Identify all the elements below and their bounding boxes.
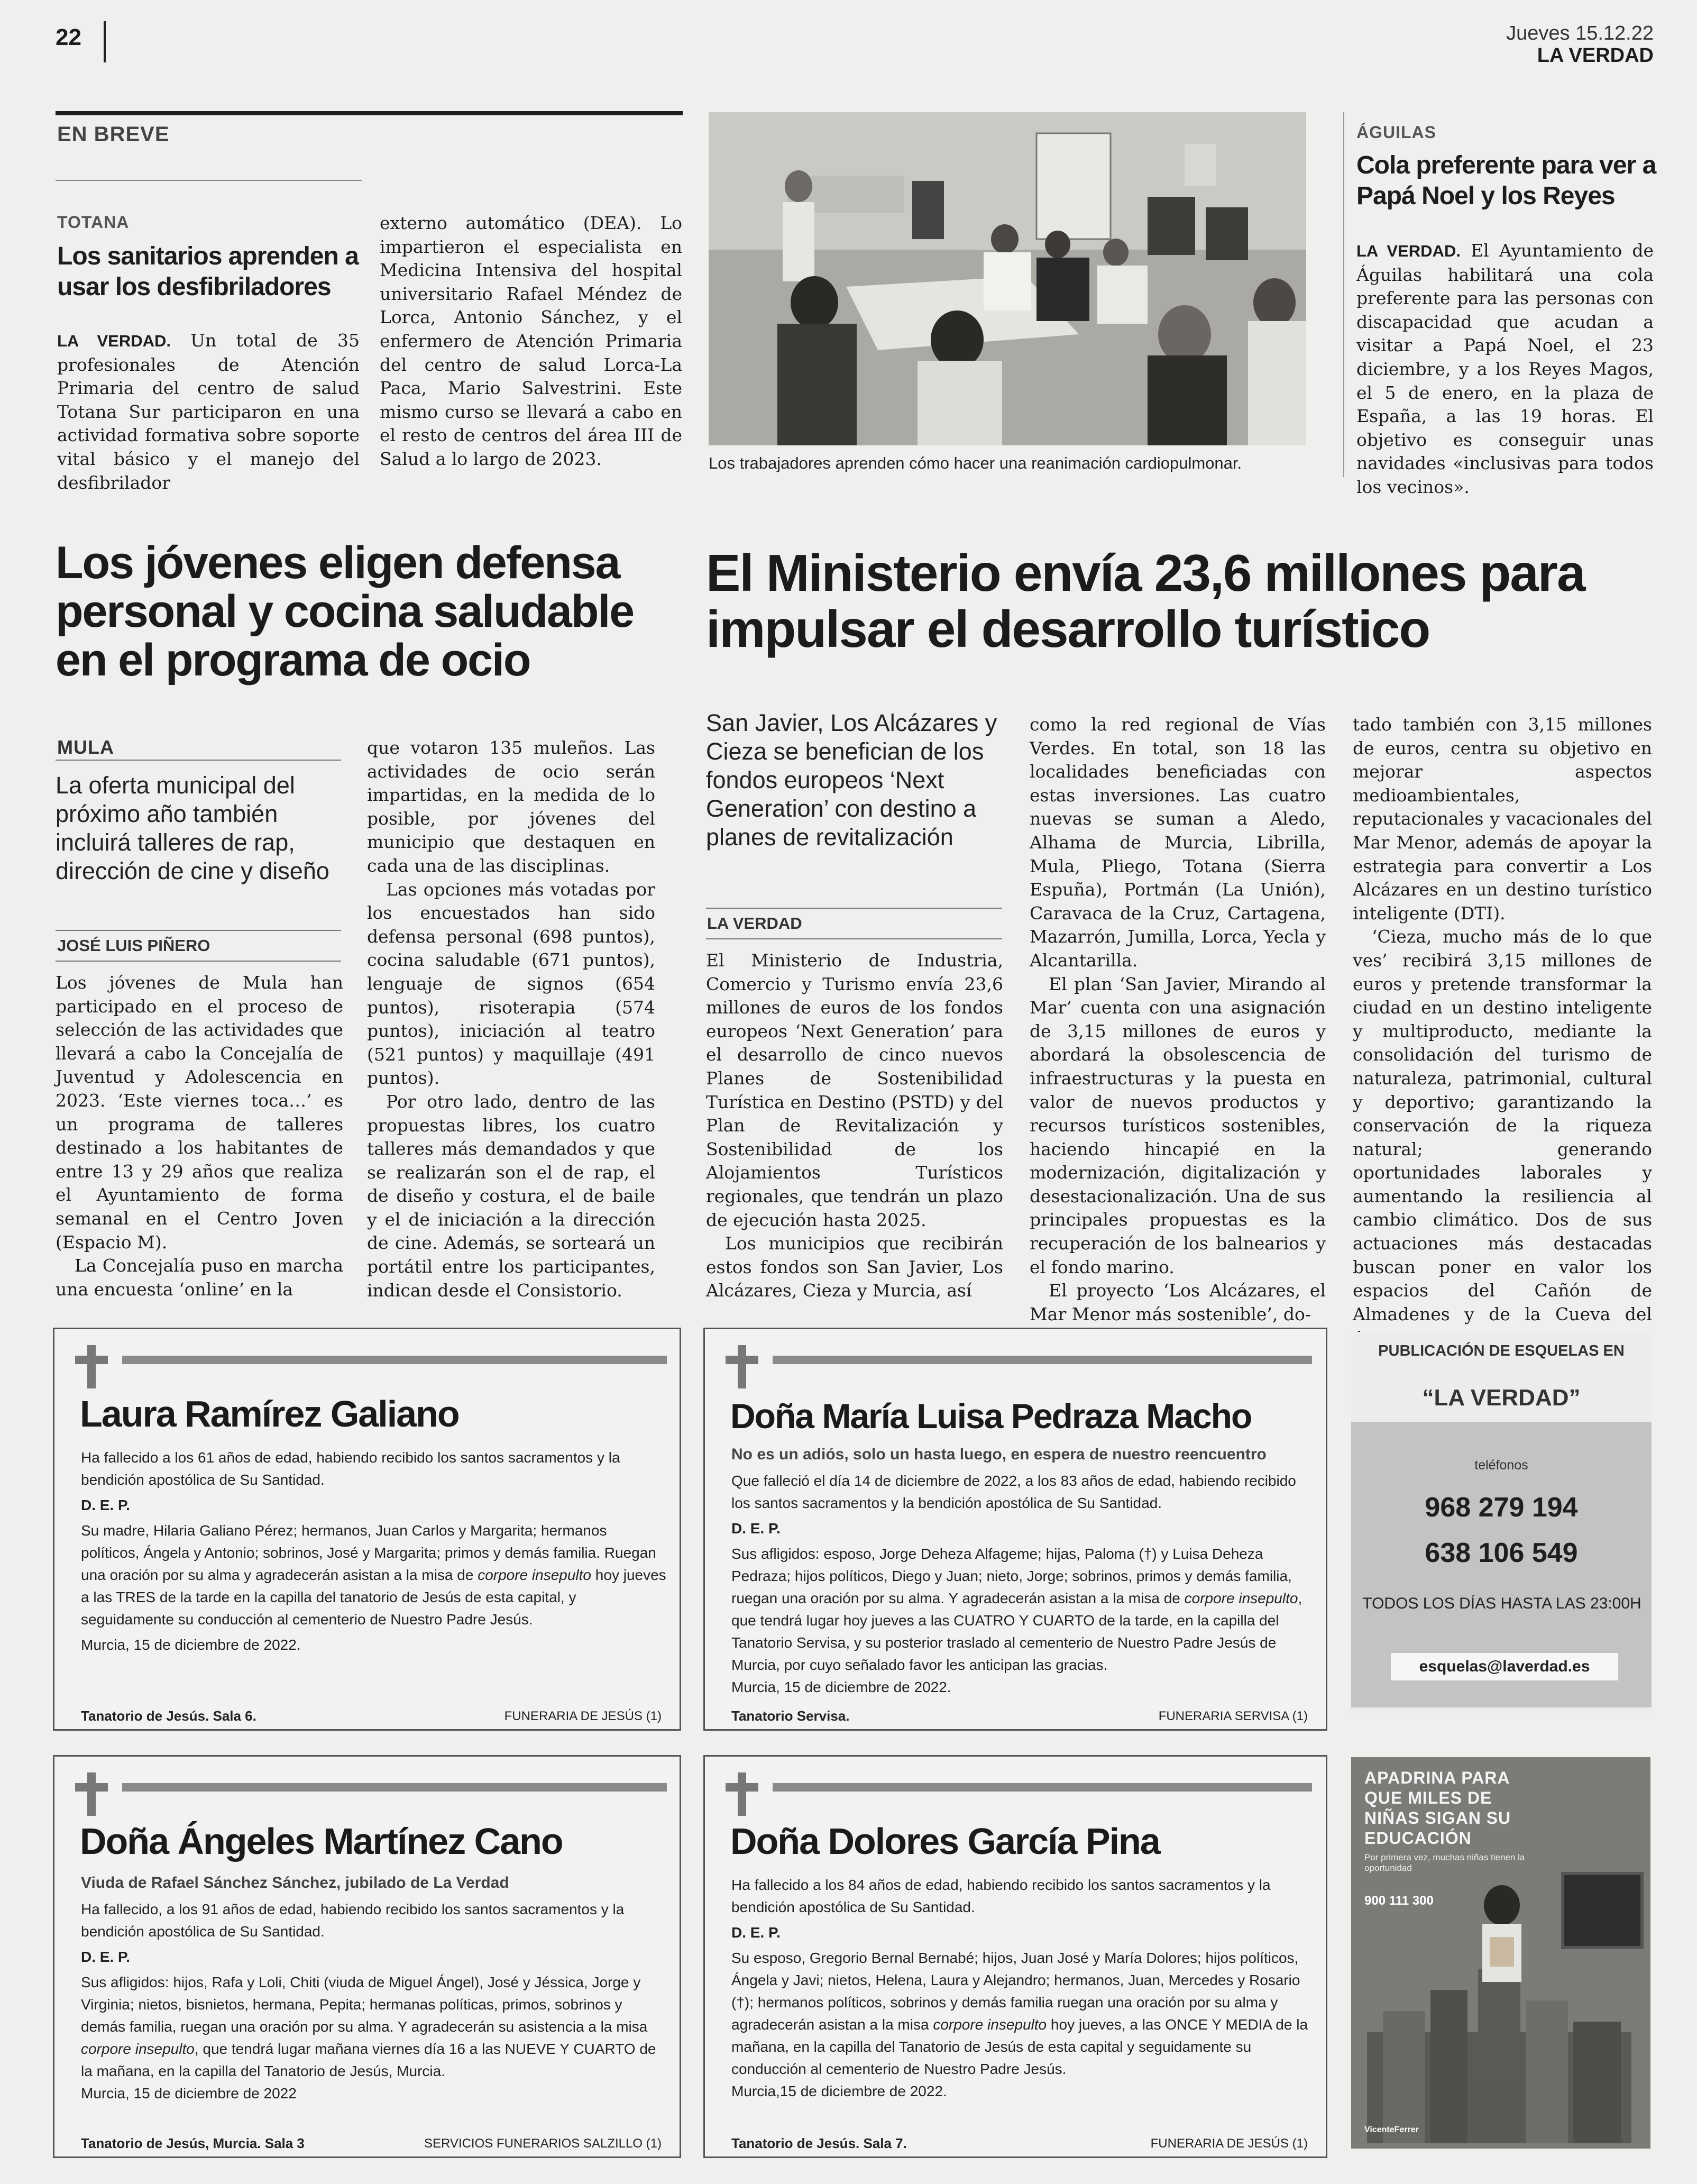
ministerio-col-2-p1: como la red regional de Vías Verdes. En total, son 18 las localidades beneficiadas con estas inversiones. Las cuatro nuevas se suman a Aledo, Alhama de Murcia, Librilla, Mula, Pliego, Totana (Sierra Espuña), Portmán (La Unión), Caravaca de la Cruz, Cartagena, Mazarrón, Jumilla, Lorca, Yecla y Alcantarilla. — [1030, 714, 1326, 971]
mula-author: JOSÉ LUIS PIÑERO — [57, 936, 210, 955]
mula-col-2-p3: Por otro lado, dentro de las propuestas libres, los cuatro talleres más demandados y que se realizarán son el de rap, el de diseño y costura, el de baile y el de iniciación a la dirección de cine. Además, se sorteará un portátil entre los participantes, indican desde el Consistorio. — [367, 1091, 655, 1301]
obituary-subtitle: No es un adiós, solo un hasta luego, en espera de nuestro reencuentro — [731, 1446, 1267, 1463]
aguilas-kicker: ÁGUILAS — [1356, 123, 1436, 142]
en-breve-underline — [56, 180, 362, 181]
ministerio-col-2-p3: El proyecto ‘Los Alcázares, el Mar Menor más sostenible’, do- — [1030, 1280, 1326, 1324]
header-divider — [104, 21, 106, 62]
ad-phone[interactable]: 900 111 300 — [1364, 1894, 1434, 1908]
obituary-date: Murcia, 15 de diciembre de 2022 — [81, 2085, 297, 2101]
ministerio-col-1-p1: El Ministerio de Industria, Comercio y Turismo envía 23,6 millones de euros de los fondos europeos ‘Next Generation’ para el desarrollo de cinco nuevos Planes de Sostenibilidad Turística en Destino (PSTD) y del Plan de Revitalización y Sostenibilidad de los Alojamientos Turísticos regionales, que tendrán un plazo de ejecución hasta 2025. — [706, 950, 1003, 1230]
obituary-venue: Tanatorio Servisa. — [731, 1708, 850, 1724]
ministerio-col-3-p2: ‘Cieza, mucho más de lo que ves’ recibirá 3,15 millones de euros y pretende transformar la ciudad en un destino inteligente y multiproducto, mediante la consolidación del turismo de naturaleza, patrimonial, cultural y deportivo; garantizando la conservación de la riqueza natural; generando oportunidades laborales y aumentando la resiliencia al cambio climático. Dos de sus actuaciones más destacadas buscan poner en valor los espacios del Cañón de Almadenes y de la Cueva del — [1353, 926, 1652, 1324]
obituary-service-title: PUBLICACIÓN DE ESQUELAS EN — [1378, 1342, 1625, 1359]
aguilas-title: Cola preferente para ver a Papá Noel y los Reyes — [1356, 151, 1656, 210]
ministerio-deck: San Javier, Los Alcázares y Cieza se benefician de los fondos europeos ‘Next Generation’ con destino a planes de revitalización — [706, 709, 997, 851]
obituary-funeral-home: SERVICIOS FUNERARIOS SALZILLO (1) — [424, 2136, 662, 2151]
ad-subtext: Por primera vez, muchas niñas tienen la oportunidad — [1364, 1852, 1525, 1873]
obituary-name: Doña María Luisa Pedraza Macho — [730, 1396, 1252, 1436]
cross-icon-bar — [726, 1356, 758, 1364]
obituary-intro: Ha fallecido a los 61 años de edad, habiendo recibido los santos sacramentos y la bendición apostólica de Su Santidad. — [81, 1449, 620, 1488]
obituary-funeral-home: FUNERARIA SERVISA (1) — [1158, 1709, 1308, 1723]
ministerio-col-2 — [1030, 713, 1326, 1326]
obituary-dep: D. E. P. — [81, 1497, 130, 1513]
aguilas-body — [1356, 239, 1654, 499]
obituary-maria-luisa-pedraza — [703, 1328, 1327, 1731]
mula-author-rule-bottom — [56, 961, 341, 962]
totana-title: Los sanitarios aprenden a usar los desfibriladores — [57, 242, 359, 301]
obituary-venue: Tanatorio de Jesús. Sala 6. — [81, 1708, 256, 1724]
obituary-family: Su madre, Hilaria Galiano Pérez; hermanos, Juan Carlos y Margarita; hermanos políticos, Ángela y Antonio; sobrinos, José y Margarita; primos y demás familia. Ruegan una oración por su alma y agradecerán asistan a la misa de corpore insepulto hoy jueves a las TRES de la tarde en la capilla del tanatorio de Jesús de esta capital, y seguidamente su conducción al cementerio de Nuestro Padre Jesús. — [81, 1522, 666, 1628]
mula-author-rule — [56, 930, 341, 931]
obituary-name: Laura Ramírez Galiano — [80, 1393, 459, 1434]
ministerio-col-3 — [1353, 713, 1652, 1350]
mula-kicker-rule — [56, 760, 341, 761]
mula-col-2-p1: que votaron 135 muleños. Las actividades de ocio serán impartidas, en la medida de lo posible, por jóvenes del municipio que destaquen en cada una de las disciplinas. — [367, 737, 655, 876]
totana-col-1 — [57, 329, 360, 495]
obituary-name: Doña Dolores García Pina — [730, 1821, 1160, 1862]
service-hours: TODOS LOS DÍAS HASTA LAS 23:00H — [1362, 1595, 1641, 1612]
obituary-family: Sus afligidos: esposo, Jorge Deheza Alfageme; hijas, Paloma (†) y Luisa Deheza Pedraza; hijos políticos, Diego y Juan; nieto, Jorge; sobrinos, primos y demás familia, ruegan una oración por su alma. Y agradecerán asistan a la misa de corpore insepulto, que tendrá lugar hoy jueves a las CUATRO Y CUARTO de la tarde, en la capilla del Tanatorio Servisa, y su posterior traslado al cementerio de Nuestro Padre Jesús de Murcia, por cuyo señalado favor les anticipan las gracias. — [731, 1546, 1302, 1673]
ministerio-headline: El Ministerio envía 23,6 millones para impulsar el desarrollo turístico — [706, 544, 1585, 658]
ministerio-author-rule-bottom — [706, 938, 1002, 939]
cross-icon — [738, 1772, 746, 1816]
obituary-service-paper: “LA VERDAD” — [1422, 1385, 1581, 1411]
totana-kicker: TOTANA — [57, 213, 130, 232]
obituary-header-bar — [122, 1356, 667, 1364]
obituary-body — [731, 1470, 1313, 1698]
obituary-intro: Que falleció el día 14 de diciembre de 2022, a los 83 años de edad, habiendo recibido los santos sacramentos y la bendición apostólica de Su Santidad. — [731, 1473, 1296, 1511]
phone-number-2[interactable]: 638 106 549 — [1425, 1538, 1578, 1568]
mula-col-1-p2: La Concejalía puso en marcha una encuesta ‘online’ en la — [56, 1255, 343, 1300]
en-breve-rule — [56, 111, 683, 115]
mula-kicker: MULA — [57, 736, 114, 758]
cross-icon-bar — [726, 1783, 758, 1792]
obituary-email-link[interactable]: esquelas@laverdad.es — [1419, 1658, 1590, 1675]
obituary-family: Sus afligidos: hijos, Rafa y Loli, Chiti (viuda de Miguel Ángel), José y Jéssica, Jorge y Virginia; nietos, bisnietos, hermana, Pepita; hermanas políticas, primos, sobrinos y demás familia, ruegan una oración por su alma. Y agradecerán su asistencia a la misa corpore insepulto, que tendrá lugar mañana viernes día 16 a las NUEVE Y CUARTO de la mañana, en la capilla del Tanatorio de Jesús, Murcia. — [81, 1974, 656, 2079]
ministerio-col-2-p2: El plan ‘San Javier, Mirando al Mar’ cuenta con una asignación de 3,15 millones de euros y abordará la obsolescencia de infraestructuras y la puesta en valor de nuevos productos y recursos turísticos sostenibles, haciendo hincapié en la modernización, digitalización y desestacionalización. Una de sus principales propuestas es la recuperación de los balnearios y el fondo marino. — [1030, 973, 1326, 1277]
obituary-body — [81, 1447, 668, 1656]
ministerio-author-rule — [706, 908, 1002, 909]
mula-deck: La oferta municipal del próximo año también incluirá talleres de rap, dirección de cine y diseño — [56, 772, 329, 884]
aguilas-signature: LA VERDAD. — [1356, 242, 1461, 260]
obituary-funeral-home: FUNERARIA DE JESÚS (1) — [504, 1709, 662, 1723]
obituary-body — [731, 1874, 1313, 2103]
obituary-date: Murcia, 15 de diciembre de 2022. — [731, 1679, 951, 1695]
obituary-dolores-garcia — [703, 1755, 1327, 2158]
ministerio-author: LA VERDAD — [707, 914, 802, 933]
ministerio-col-1 — [706, 949, 1003, 1303]
obituary-name: Doña Ángeles Martínez Cano — [80, 1821, 563, 1862]
mula-col-1 — [56, 971, 343, 1301]
ministerio-col-3-p1: tado también con 3,15 millones de euros, centra su objetivo en mejorar aspectos medioambientales, reputacionales y vacacionales del Mar Menor, además de apoyar la estrategia para convertir a Los Alcázares en un destino turístico inteligente (DTI). — [1353, 714, 1652, 924]
obituary-header-bar — [122, 1783, 667, 1792]
obituary-date: Murcia, 15 de diciembre de 2022. — [81, 1637, 301, 1653]
obituary-date: Murcia,15 de diciembre de 2022. — [731, 2083, 947, 2099]
cross-icon — [87, 1772, 96, 1816]
cross-icon-bar — [75, 1356, 108, 1364]
totana-signature: LA VERDAD. — [57, 332, 171, 350]
mula-col-1-p1: Los jóvenes de Mula han participado en el proceso de selección de las actividades que llevará a cabo la Concejalía de Juventud y Adolescencia en 2023. ‘Este viernes toca…’ es un programa de talleres destinado a los habitantes de entre 13 y 29 años que realiza el Ayuntamiento de forma semanal en el Centro Joven (Espacio M). — [56, 972, 343, 1253]
cross-icon-bar — [75, 1783, 108, 1792]
mula-col-2-p2: Las opciones más votadas por los encuestados han sido defensa personal (698 puntos), cocina saludable (671 puntos), lenguaje de signos (654 puntos), risoterapia (574 puntos), iniciación al teatro (521 puntos) y maquillaje (491 puntos). — [367, 879, 655, 1089]
photo-caption: Los trabajadores aprenden cómo hacer una reanimación cardiopulmonar. — [709, 454, 1242, 472]
obituary-intro: Ha fallecido a los 84 años de edad, habiendo recibido los santos sacramentos y la bendición apostólica de Su Santidad. — [731, 1877, 1271, 1915]
phones-label: teléfonos — [1474, 1458, 1528, 1473]
page-number: 22 — [56, 24, 81, 50]
newspaper-name: LA VERDAD — [1537, 44, 1654, 67]
photo-illustration — [709, 112, 1306, 445]
ad-brand-logo: VicenteFerrer — [1364, 2125, 1419, 2134]
totana-col-2-text: externo automático (DEA). Lo impartieron el especialista en Medicina Intensiva del hospital universitario Rafael Méndez de Lorca, Antonio Sánchez, y el enfermero de Atención Primaria del centro de salud Lorca-La Paca, Mario Salvestrini. Este mismo curso se llevará a cabo en el resto de centros del área III de Salud a lo largo de 2023. — [380, 213, 682, 469]
ministerio-col-1-p2: Los municipios que recibirán estos fondos son San Javier, Los Alcázares, Cieza y Murcia, así — [706, 1233, 1003, 1301]
en-breve-label: EN BREVE — [57, 123, 170, 146]
obituary-header-bar — [773, 1356, 1312, 1364]
cross-icon — [738, 1345, 746, 1388]
phone-number-1[interactable]: 968 279 194 — [1425, 1492, 1578, 1523]
obituary-subtitle: Viuda de Rafael Sánchez Sánchez, jubilado de La Verdad — [81, 1874, 509, 1891]
obituary-venue: Tanatorio de Jesús. Sala 7. — [731, 2135, 907, 2151]
obituary-dep: D. E. P. — [731, 1520, 781, 1537]
obituary-header-bar — [773, 1783, 1312, 1792]
ad-headline: APADRINA PARA QUE MILES DE NIÑAS SIGAN SU EDUCACIÓN — [1364, 1768, 1511, 1848]
obituary-dep: D. E. P. — [81, 1949, 130, 1965]
issue-date: Jueves 15.12.22 — [1506, 22, 1654, 44]
totana-col-2 — [380, 212, 682, 471]
obituary-venue: Tanatorio de Jesús, Murcia. Sala 3 — [81, 2135, 305, 2151]
obituary-dep: D. E. P. — [731, 1924, 781, 1941]
obituary-family: Su esposo, Gregorio Bernal Bernabé; hijos, Juan José y María Dolores; hijos políticos, Ángela y Javi; nietos, Helena, Laura y Alejandro; hermanos, Juan, Mercedes y Rosario (†); hermanos políticos, sobrinos y demás familia ruegan una oración por su alma y agradecerán asistan a la misa corpore insepulto hoy jueves, a las ONCE Y MEDIA de la mañana, en la capilla del Tanatorio de Jesús de esta capital y seguidamente su conducción al cementerio de Nuestro Padre Jesús. — [731, 1950, 1308, 2077]
mula-headline: Los jóvenes eligen defensa personal y cocina saludable en el programa de ocio — [56, 537, 634, 686]
cpr-training-photo — [709, 112, 1306, 445]
obituary-body — [81, 1898, 668, 2105]
aguilas-text: El Ayuntamiento de Águilas habilitará una cola preferente para las personas con discapacidad que acudan a visitar a Papá Noel, el 23 diciembre, y a los Reyes Magos, el 5 de enero, en la plaza de España, a las 19 horas. El objetivo es conseguir unas navidades «inclusivas para todos los vecinos». — [1356, 240, 1654, 497]
obituary-intro: Ha fallecido, a los 91 años de edad, habiendo recibido los santos sacramentos y la bendición apostólica de Su Santidad. — [81, 1901, 625, 1940]
column-divider — [1343, 112, 1344, 477]
obituary-angeles-martinez — [53, 1755, 681, 2158]
obituary-funeral-home: FUNERARIA DE JESÚS (1) — [1150, 2136, 1308, 2151]
cross-icon — [87, 1345, 96, 1388]
totana-col-1-text: Un total de 35 profesionales de Atención Primaria del centro de salud Totana Sur participaron en una actividad formativa sobre soporte vital básico y el manejo del desfibrilador — [57, 330, 360, 493]
mula-col-2 — [367, 736, 655, 1302]
obituary-laura-ramirez — [53, 1328, 681, 1731]
